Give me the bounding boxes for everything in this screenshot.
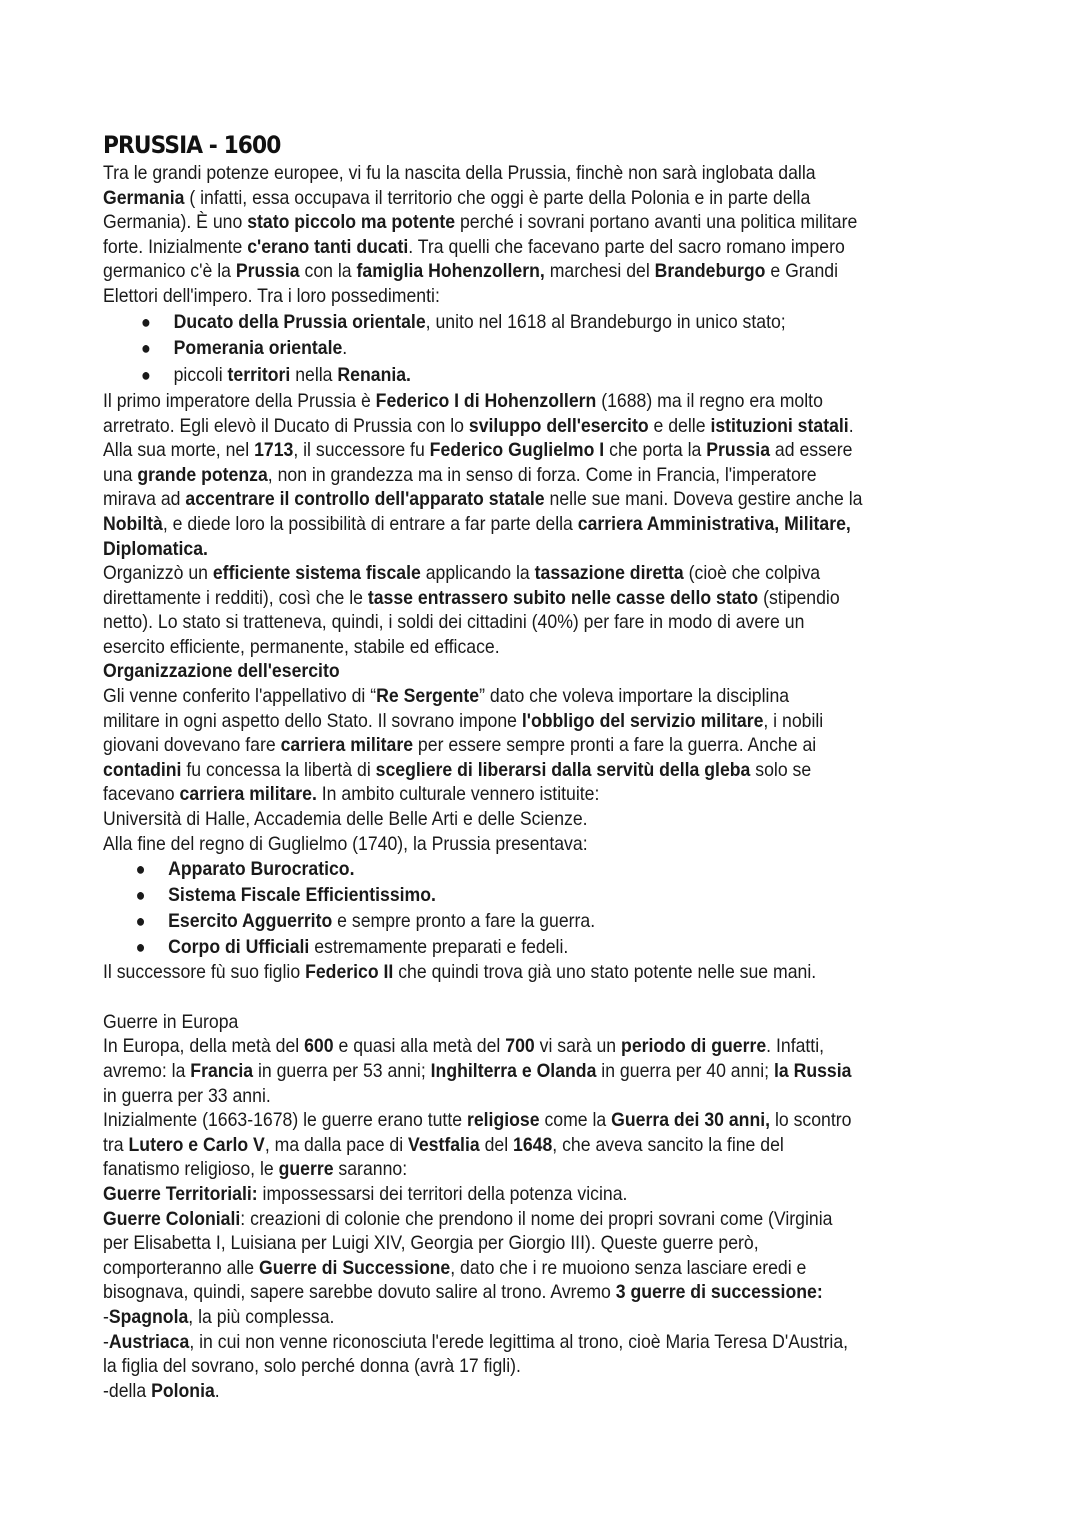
text-span: forte. Inizialmente: [103, 235, 248, 258]
text-span: , i nobili: [763, 709, 824, 732]
text-span: e delle: [648, 414, 711, 437]
text-span: , non in grandezza ma in senso di forza. Come in Francia, l'imperatore: [267, 463, 817, 486]
text-span: , il successore fu: [293, 439, 430, 462]
text-span: solo se: [750, 758, 812, 781]
text-span: , la più complessa.: [188, 1305, 335, 1328]
text-span: .: [848, 414, 854, 437]
bullet-item: [103, 362, 972, 389]
bold-text: Lutero e Carlo V: [128, 1133, 265, 1156]
bold-text: Austriaca: [108, 1330, 190, 1353]
text-line: [103, 1084, 972, 1109]
bold-text: Apparato Burocratico.: [168, 858, 355, 881]
text-span: bisognava, quindi, sapere sarebbe dovuto salire al trono. Avremo: [103, 1281, 616, 1304]
text-line: [103, 1379, 972, 1404]
text-line: [103, 832, 972, 857]
text-span: , in cui non venne riconosciuta l'erede legittima al trono, cioè Maria Teresa D'Austria,: [189, 1330, 849, 1353]
text-line: [103, 1354, 972, 1379]
text-line: [103, 758, 972, 783]
text-span: ad essere: [770, 439, 853, 462]
text-span: Gli venne conferito l'appellativo di “: [103, 685, 377, 708]
text-span: .: [214, 1379, 220, 1402]
bullet-item: [103, 309, 972, 336]
text-line: [103, 1330, 972, 1355]
text-span: la figlia del sovrano, solo perché donna (avrà 17 figli).: [103, 1355, 521, 1378]
bullet-icon: ●: [141, 338, 151, 359]
bold-text: Brandeburgo: [654, 260, 766, 283]
bold-text: guerre: [278, 1158, 334, 1181]
text-span: Università di Halle, Accademia delle Belle Arti e delle Scienze.: [103, 808, 588, 831]
bullet-item: [103, 856, 972, 882]
text-line: [103, 1157, 972, 1182]
text-span: nella: [290, 364, 338, 387]
bold-text: 3 guerre di successione:: [615, 1281, 823, 1304]
bold-text: 700: [505, 1035, 535, 1058]
bullet-icon: ●: [141, 311, 151, 332]
text-span: Il primo imperatore della Prussia è: [103, 389, 376, 412]
bold-text: carriera Amministrativa, Militare,: [577, 512, 851, 535]
text-span: Tra le grandi potenze europee, vi fu la nascita della Prussia, finchè non sarà inglobata dalla: [103, 162, 816, 184]
bold-text: Organizzazione dell'esercito: [103, 660, 340, 683]
bold-text: la Russia: [773, 1060, 852, 1083]
text-span: (1688) ma il regno era molto: [596, 389, 823, 412]
text-line: [103, 586, 972, 611]
text-span: saranno:: [333, 1158, 408, 1181]
text-span: , ma dalla pace di: [264, 1133, 409, 1156]
bullet-icon: ●: [135, 911, 146, 932]
text-span: (cioè che colpiva: [683, 562, 821, 585]
text-span: una: [103, 463, 138, 486]
bold-text: carriera militare.: [179, 783, 317, 806]
text-line: [103, 414, 972, 439]
text-line: [103, 709, 972, 734]
text-span: militare in ogni aspetto dello Stato. Il sovrano impone: [103, 709, 522, 732]
text-span: estremamente preparati e fedeli.: [309, 936, 569, 959]
text-span: vi sarà un: [534, 1035, 622, 1058]
text-span: marchesi del: [544, 260, 655, 283]
text-line: [103, 1108, 972, 1133]
text-span: Guerre in Europa: [103, 1010, 239, 1033]
bold-text: accentrare il controllo dell'apparato statale: [185, 488, 545, 511]
text-span: Alla sua morte, nel: [103, 439, 255, 462]
text-line: [103, 284, 972, 309]
bold-text: contadini: [103, 758, 182, 781]
text-line: [103, 684, 972, 709]
bold-text: Federico II: [305, 961, 394, 984]
text-span: : creazioni di colonie che prendono il nome dei propri sovrani come (Virginia: [240, 1207, 833, 1230]
text-span: ” dato che voleva importare la disciplina: [479, 685, 790, 708]
text-span: comporteranno alle: [103, 1256, 259, 1279]
text-span: e Grandi: [765, 260, 839, 283]
bold-text: efficiente sistema fiscale: [212, 562, 421, 585]
bold-text: Sistema Fiscale Efficientissimo.: [168, 884, 436, 907]
text-span: .: [342, 337, 348, 360]
bold-text: Polonia: [151, 1379, 215, 1402]
text-line: [103, 389, 972, 414]
text-span: In Europa, della metà del: [103, 1035, 305, 1058]
text-span: piccoli: [173, 364, 228, 387]
bold-text: tassazione diretta: [534, 562, 684, 585]
text-line: [103, 561, 972, 586]
bold-text: Guerre Territoriali:: [103, 1182, 258, 1205]
text-span: nelle sue mani. Doveva gestire anche la: [544, 488, 863, 511]
text-span: Germania). È uno: [103, 211, 248, 234]
bold-text: Re Sergente: [376, 685, 480, 708]
text-span: impossessarsi dei territori della potenza vicina.: [257, 1182, 628, 1205]
text-line: [103, 512, 972, 537]
bold-text: l'obbligo del servizio militare: [521, 709, 764, 732]
text-span: Alla fine del regno di Guglielmo (1740), la Prussia presentava:: [103, 832, 588, 855]
text-span: -della: [103, 1379, 152, 1402]
text-line: [103, 1280, 972, 1305]
bold-text: Renania.: [337, 364, 411, 387]
text-line: [103, 782, 972, 807]
text-span: Elettori dell'impero. Tra i loro possedimenti:: [103, 284, 440, 307]
text-line: [103, 463, 972, 488]
bullet-item: [103, 934, 972, 960]
text-span: , e diede loro la possibilità di entrare a far parte della: [162, 512, 578, 535]
bold-text: sviluppo dell'esercito: [468, 414, 649, 437]
bullet-item: [103, 882, 972, 908]
text-line: [103, 235, 972, 260]
text-span: giovani dovevano fare: [103, 734, 281, 757]
text-span: netto). Lo stato si tratteneva, quindi, i soldi dei cittadini (40%) per fare in modo di avere un: [103, 611, 805, 634]
page-title: PRUSSIA - 1600: [103, 131, 281, 159]
bold-text: Esercito Agguerrito: [168, 910, 333, 933]
text-span: ( infatti, essa occupava il territorio che oggi è parte della Polonia e in parte della: [184, 186, 811, 209]
text-line: [103, 210, 972, 235]
bold-text: Spagnola: [108, 1305, 189, 1328]
bold-text: stato piccolo ma potente: [247, 211, 456, 234]
text-span: in guerra per 53 anni;: [253, 1060, 431, 1083]
text-span: esercito efficiente, permanente, stabile ed efficace.: [103, 635, 500, 658]
text-span: Il successore fù suo figlio: [103, 961, 306, 984]
blank-line: [103, 985, 972, 1010]
bullet-icon: ●: [135, 885, 146, 906]
bullet-icon: ●: [141, 365, 151, 386]
text-line: [103, 1231, 972, 1256]
bold-text: Ducato della Prussia orientale: [173, 310, 426, 333]
text-span: e sempre pronto a fare la guerra.: [332, 910, 596, 933]
text-span: in guerra per 40 anni;: [596, 1060, 774, 1083]
document-page: [103, 128, 972, 1403]
text-line: [103, 1133, 972, 1158]
bold-text: Germania: [103, 186, 185, 209]
bold-text: 600: [304, 1035, 334, 1058]
bullet-item: [103, 335, 972, 362]
bold-text: territori: [227, 364, 291, 387]
text-span: come la: [539, 1109, 612, 1132]
bullet-icon: ●: [135, 859, 146, 880]
text-span: direttamente i redditi), così che le: [103, 586, 368, 609]
text-span: -: [103, 1305, 109, 1328]
text-span: avremo: la: [103, 1060, 191, 1083]
bullet-item: [103, 908, 972, 934]
text-span: con la: [299, 260, 357, 283]
bold-text: Inghilterra e Olanda: [430, 1060, 597, 1083]
bold-text: Federico I di Hohenzollern: [375, 389, 597, 412]
text-line: [103, 438, 972, 463]
text-span: lo scontro: [770, 1109, 852, 1132]
bold-text: scegliere di liberarsi dalla servitù della gleba: [375, 758, 751, 781]
text-line: [103, 635, 972, 660]
bold-text: Corpo di Ufficiali: [168, 936, 310, 959]
bullet-icon: ●: [135, 937, 146, 958]
bold-text: grande potenza: [137, 463, 268, 486]
bold-text: Vestfalia: [408, 1133, 480, 1156]
text-span: mirava ad: [103, 488, 186, 511]
bold-text: religiose: [466, 1109, 540, 1132]
text-line: [103, 659, 972, 684]
text-span: applicando la: [420, 562, 535, 585]
bold-text: c'erano tanti ducati: [247, 235, 409, 258]
text-span: e quasi alla metà del: [333, 1035, 506, 1058]
text-span: Organizzò un: [103, 562, 213, 585]
text-span: che quindi trova già uno stato potente nelle sue mani.: [393, 961, 817, 984]
bold-text: Prussia: [706, 439, 771, 462]
text-span: , che aveva sancito la fine del: [552, 1133, 784, 1156]
bold-text: Pomerania orientale: [173, 337, 343, 360]
bold-text: 1713: [254, 439, 294, 462]
bold-text: Prussia: [235, 260, 300, 283]
text-span: . Tra quelli che facevano parte del sacro romano impero: [408, 235, 845, 258]
text-span: facevano: [103, 783, 180, 806]
bold-text: tasse entrassero subito nelle casse dello stato: [367, 586, 759, 609]
text-line: [103, 161, 972, 186]
text-span: fu concessa la libertà di: [181, 758, 376, 781]
text-line: [103, 537, 972, 562]
text-span: per essere sempre pronti a fare la guerra. Anche ai: [413, 734, 817, 757]
text-line: [103, 1305, 972, 1330]
text-line: [103, 733, 972, 758]
bold-text: Guerre Coloniali: [103, 1207, 241, 1230]
text-span: in guerra per 33 anni.: [103, 1084, 271, 1107]
text-line: [103, 1207, 972, 1232]
bold-text: famiglia Hohenzollern,: [356, 260, 545, 283]
text-line: [103, 1256, 972, 1281]
text-line: [103, 960, 972, 985]
text-span: , unito nel 1618 al Brandeburgo in unico stato;: [425, 310, 786, 333]
text-span: perché i sovrani portano avanti una politica militare: [455, 211, 858, 234]
text-span: del: [479, 1133, 514, 1156]
bold-text: Federico Guglielmo I: [429, 439, 605, 462]
bold-text: 1648: [513, 1133, 553, 1156]
text-span: (stipendio: [758, 586, 840, 609]
text-line: [103, 186, 972, 211]
text-line: [103, 610, 972, 635]
text-span: che porta la: [604, 439, 707, 462]
text-span: germanico c'è la: [103, 260, 236, 283]
text-line: [103, 1034, 972, 1059]
bold-text: carriera militare: [280, 734, 414, 757]
text-span: Inizialmente (1663-1678) le guerre erano tutte: [103, 1109, 467, 1132]
text-line: [103, 1182, 972, 1207]
bold-text: periodo di guerre: [621, 1035, 767, 1058]
text-line: [103, 487, 972, 512]
bold-text: Diplomatica.: [103, 537, 208, 560]
text-line: [103, 1059, 972, 1084]
text-line: [103, 1010, 972, 1035]
text-span: . Infatti,: [766, 1035, 825, 1058]
text-span: arretrato. Egli elevò il Ducato di Prussia con lo: [103, 414, 469, 437]
bold-text: Guerre di Successione: [258, 1256, 451, 1279]
bold-text: Nobiltà: [103, 512, 163, 535]
text-span: -: [103, 1330, 109, 1353]
text-span: fanatismo religioso, le: [103, 1158, 279, 1181]
bold-text: istituzioni statali: [710, 414, 849, 437]
text-span: per Elisabetta I, Luisiana per Luigi XIV, Georgia per Giorgio III). Queste guerre però,: [103, 1232, 759, 1255]
text-span: , dato che i re muoiono senza lasciare eredi e: [450, 1256, 807, 1279]
bold-text: Guerra dei 30 anni,: [611, 1109, 771, 1132]
bold-text: Francia: [190, 1060, 254, 1083]
document-body: [103, 161, 972, 1403]
text-span: tra: [103, 1133, 129, 1156]
text-line: [103, 807, 972, 832]
text-line: [103, 259, 972, 284]
text-span: In ambito culturale vennero istituite:: [316, 783, 600, 806]
